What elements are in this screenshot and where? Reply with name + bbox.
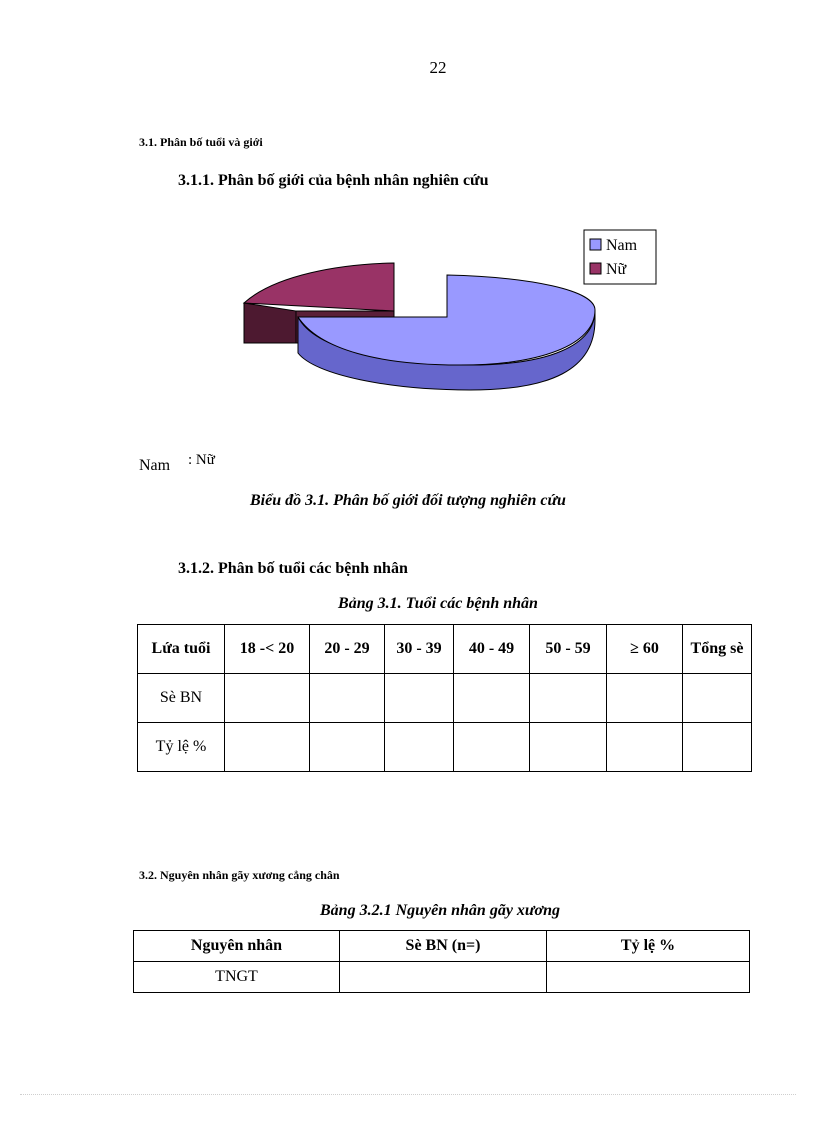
table-cell [683,723,752,772]
legend-swatch-nu [590,263,601,274]
table-row [138,723,752,772]
table-header-cell: 40 - 49 [454,625,530,674]
table-cell [225,723,310,772]
table-header-cell: Tỷ lệ % [547,931,750,962]
table-cell [454,674,530,723]
table-cell [385,723,454,772]
section-heading-3-1: 3.1. Phân bố tuổi và giới [139,135,263,149]
section-heading-3-1-2: 3.1.2. Phân bố tuổi các bệnh nhân [178,560,408,577]
table-row-label: Sè BN [138,674,225,723]
chart-note-nu: : Nữ [188,452,215,468]
section-heading-3-2: 3.2. Nguyên nhân gãy xương cẳng chân [139,868,340,882]
table-cell [454,723,530,772]
table-header-cell: Lứa tuổi [138,625,225,674]
table-cell [225,674,310,723]
table-cell [683,674,752,723]
table-header-cell: Nguyên nhân [134,931,340,962]
table-cell [607,723,683,772]
table2-caption: Bảng 3.2.1 Nguyên nhân gãy xương [320,902,560,919]
table-header-cell: 18 -< 20 [225,625,310,674]
table-header-row [138,625,752,674]
table-cell [385,674,454,723]
table-cell [607,674,683,723]
table-cell [547,962,750,993]
gender-pie-chart [230,225,670,405]
table-header-cell: Tổng sè [683,625,752,674]
table-row-label: Tỷ lệ % [138,723,225,772]
table-row [138,674,752,723]
table-header-cell: 30 - 39 [385,625,454,674]
table-cell [530,723,607,772]
table-cell [530,674,607,723]
page-footer-divider [20,1094,796,1095]
legend-label-nu: Nữ [606,261,627,278]
table-header-cell: Sè BN (n=) [340,931,547,962]
pie-slice-nu-side [244,303,296,343]
chart-caption: Biểu đồ 3.1. Phân bố giới đối tượng nghiên cứu [250,492,566,509]
table-header-cell: 20 - 29 [310,625,385,674]
table-header-cell: 50 - 59 [530,625,607,674]
table-cell [310,723,385,772]
table-row [134,962,750,993]
chart-note-nam: Nam [139,457,171,474]
cause-table [133,930,750,993]
age-distribution-table [137,624,752,772]
legend-label-nam: Nam [606,237,638,254]
legend-swatch-nam [590,239,601,250]
table-header-cell: ≥ 60 [607,625,683,674]
page-number: 22 [429,58,447,77]
chart-legend [584,230,656,284]
table-cell [310,674,385,723]
table-header-row [134,931,750,962]
section-heading-3-1-1: 3.1.1. Phân bố giới của bệnh nhân nghiên cứu [178,172,489,189]
table-cell [340,962,547,993]
table-cell: TNGT [134,962,340,993]
table1-caption: Bảng 3.1. Tuổi các bệnh nhân [338,595,538,612]
pie-slice-nu [244,263,394,311]
